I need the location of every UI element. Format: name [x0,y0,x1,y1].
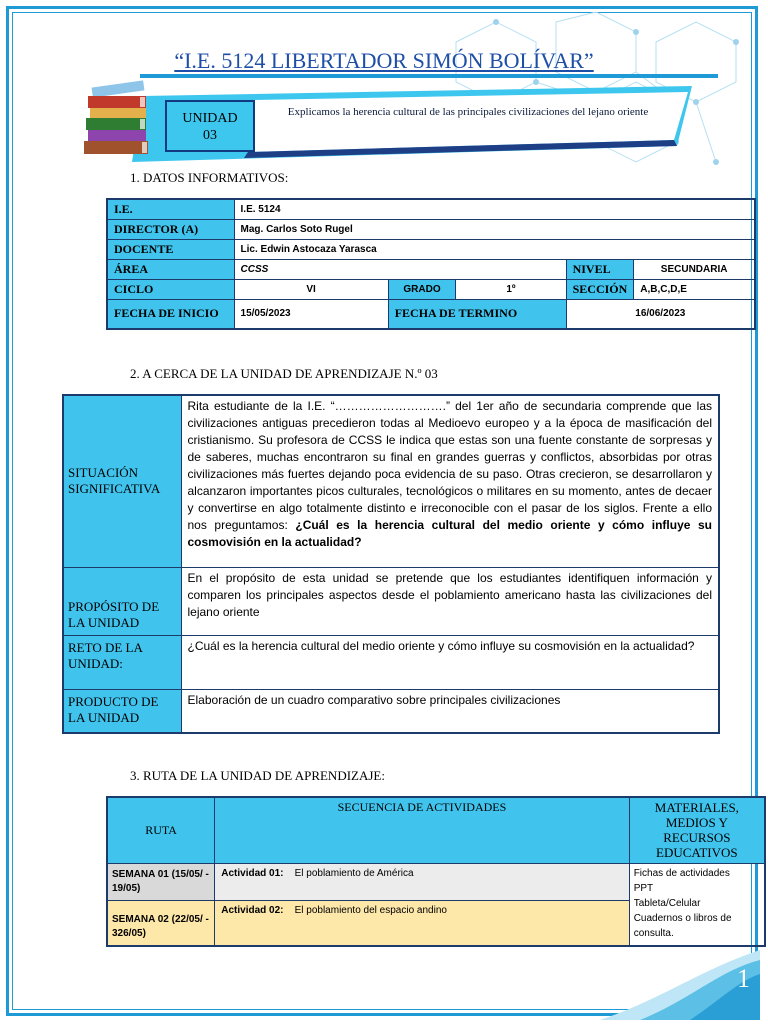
director-value: Mag. Carlos Soto Rugel [234,219,755,239]
nivel-label: NIVEL [566,259,634,279]
material-1: Fichas de actividades [633,867,730,879]
grado-value: 1º [456,279,566,299]
situacion-question: ¿Cuál es la herencia cultural del medio oriente y cómo influye su cosmovisión en la actualidad? [187,518,712,549]
section-2-heading: 2. A CERCA DE LA UNIDAD DE APRENDIZAJE N.º 03 [130,366,438,381]
ruta-table [106,796,766,947]
situacion-text: Rita estudiante de la I.E. “……………………….” del 1er año de secundaria comprende que las civilizaciones antiguas precedieron todas al Medioevo europeo y a la época de masificación del cristianismo. Su profesora de CCSS le indica que estas son una fuente constante de sorpresas y de saberes, muchas encontraron su final en grandes guerras y conflictos, absorbidas por otras civilizaciones más fuertes dejando poca evidencia de su paso. Otras crecieron, se desarrollaron y alcanzaron importantes picos culturales, tecnológicos o militares en su momento, antes de decaer y convertirse en algo totalmente distinto e irreconocible con el pasar de los siglos. Frente a ello nos preguntamos: [187,399,712,532]
material-2: PPT [633,882,654,894]
area-value: CCSS [234,259,566,279]
ie-value: I.E. 5124 [234,199,755,219]
school-title: “I.E. 5124 LIBERTADOR SIMÓN BOLÍVAR” [174,48,594,73]
situacion-cell [181,395,719,567]
unit-title: Explicamos la herencia cultural de las principales civilizaciones del lejano oriente [287,106,649,118]
termino-label: FECHA DE TERMINO [388,299,566,329]
situacion-label: SITUACIÓN SIGNIFICATIVA [63,395,181,567]
semana-1: SEMANA 01 (15/05/ - 19/05) [107,863,215,900]
docente-value: Lic. Edwin Astocaza Yarasca [234,239,755,259]
col-ruta: RUTA [107,797,215,863]
page-number: 1 [737,964,750,993]
actividad-1 [215,863,629,900]
inicio-label: FECHA DE INICIO [107,299,234,329]
seccion-value: A,B,C,D,E [634,279,755,299]
seccion-label: SECCIÓN [566,279,634,299]
section-3-heading: 3. RUTA DE LA UNIDAD DE APRENDIZAJE: [130,768,385,783]
section-1-heading: 1. DATOS INFORMATIVOS: [130,170,289,185]
unit-label: UNIDAD [182,111,238,126]
ciclo-label: CICLO [107,279,234,299]
books-icon [82,76,162,164]
material-4: Cuadernos o libros de consulta. [633,912,732,939]
reto-label: RETO DE LA UNIDAD: [63,635,181,689]
material-3: Tableta/Celular [633,897,701,909]
docente-label: DOCENTE [107,239,234,259]
termino-value: 16/06/2023 [566,299,755,329]
reto-text: ¿Cuál es la herencia cultural del medio oriente y cómo influye su cosmovisión en la actualidad? [181,635,719,689]
proposito-label: PROPÓSITO DE LA UNIDAD [63,567,181,635]
actividad-1-text: El poblamiento de América [294,867,414,879]
semana-2: SEMANA 02 (22/05/ - 326/05) [107,900,215,946]
inicio-value: 15/05/2023 [234,299,388,329]
grado-label: GRADO [388,279,456,299]
director-label: DIRECTOR (A) [107,219,234,239]
producto-text: Elaboración de un cuadro comparativo sobre principales civilizaciones [181,689,719,733]
ie-label: I.E. [107,199,234,219]
actividad-2 [215,900,629,946]
actividad-2-text: El poblamiento del espacio andino [294,904,447,916]
producto-label: PRODUCTO DE LA UNIDAD [63,689,181,733]
unidad-aprendizaje-table [62,394,720,734]
area-label: ÁREA [107,259,234,279]
proposito-text: En el propósito de esta unidad se pretende que los estudiantes identifiquen información y comparen los principales aspectos desde el poblamiento americano hasta las civilizaciones del lejano oriente [181,567,719,635]
nivel-value: SECUNDARIA [634,259,755,279]
ciclo-value: VI [234,279,388,299]
corner-wave-decoration [600,930,760,1020]
unit-number-box [165,100,255,152]
title-underline [140,74,718,78]
col-secuencia: SECUENCIA DE ACTIVIDADES [215,797,629,863]
col-materiales: MATERIALES, MEDIOS Y RECURSOS EDUCATIVOS [629,797,765,863]
actividad-2-label: Actividad 02: [221,904,284,916]
actividad-1-label: Actividad 01: [221,867,284,879]
datos-informativos-table [106,198,756,330]
unit-number: 03 [203,128,217,143]
